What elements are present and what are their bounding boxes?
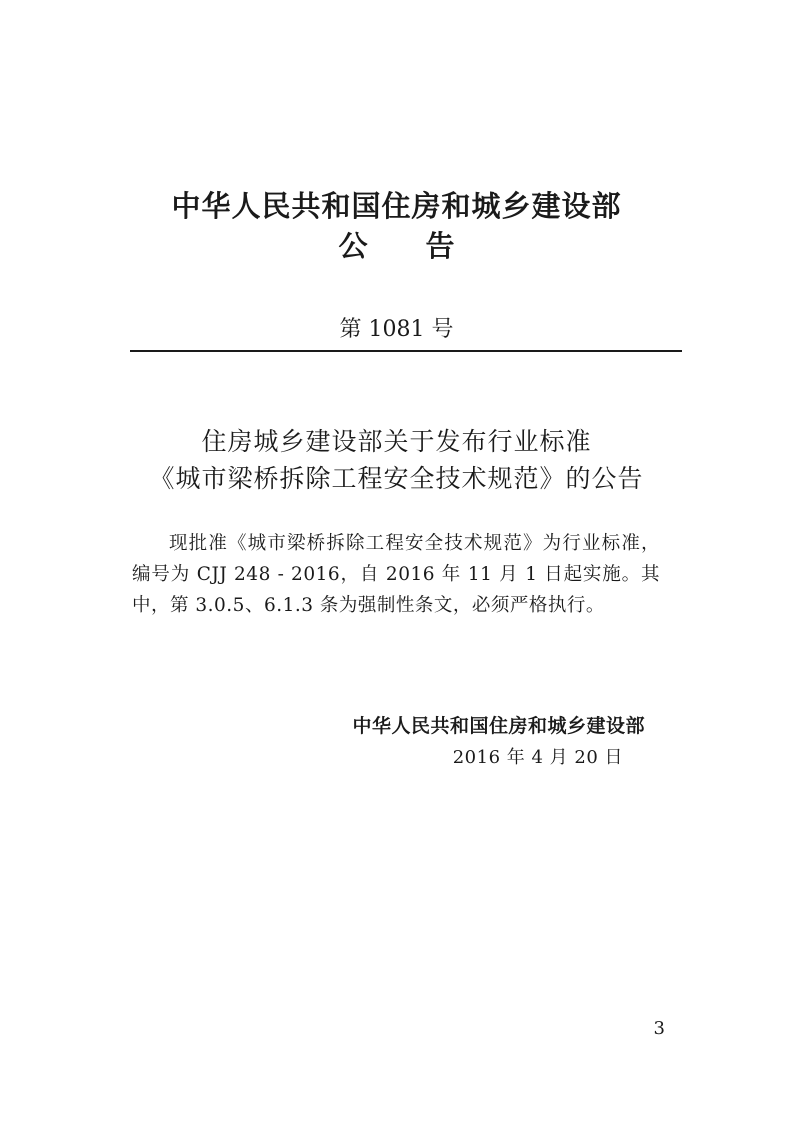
document-number: 第 1081 号 xyxy=(339,317,454,342)
notice-heading: 公告 xyxy=(338,229,513,263)
signature-organization: 中华人民共和国住房和城乡建设部 xyxy=(352,715,645,737)
header-divider xyxy=(130,350,682,352)
issuer-heading: 中华人民共和国住房和城乡建设部 xyxy=(171,189,622,223)
notice-title-line-1: 住房城乡建设部关于发布行业标准 xyxy=(201,427,592,456)
notice-title-line-2: 《城市梁桥拆除工程安全技术规范》的公告 xyxy=(149,464,644,493)
page-number: 3 xyxy=(653,1018,665,1039)
body-paragraph: 现批准《城市梁桥拆除工程安全技术规范》为行业标准，编号为 CJJ 248 - 2016，自 2016 年 11 月 1 日起实施。其中，第 3.0.5、6.1.3 条为强制性条文，必须严格执行。 xyxy=(132,533,660,616)
signature-date: 2016 年 4 月 20 日 xyxy=(452,747,623,768)
